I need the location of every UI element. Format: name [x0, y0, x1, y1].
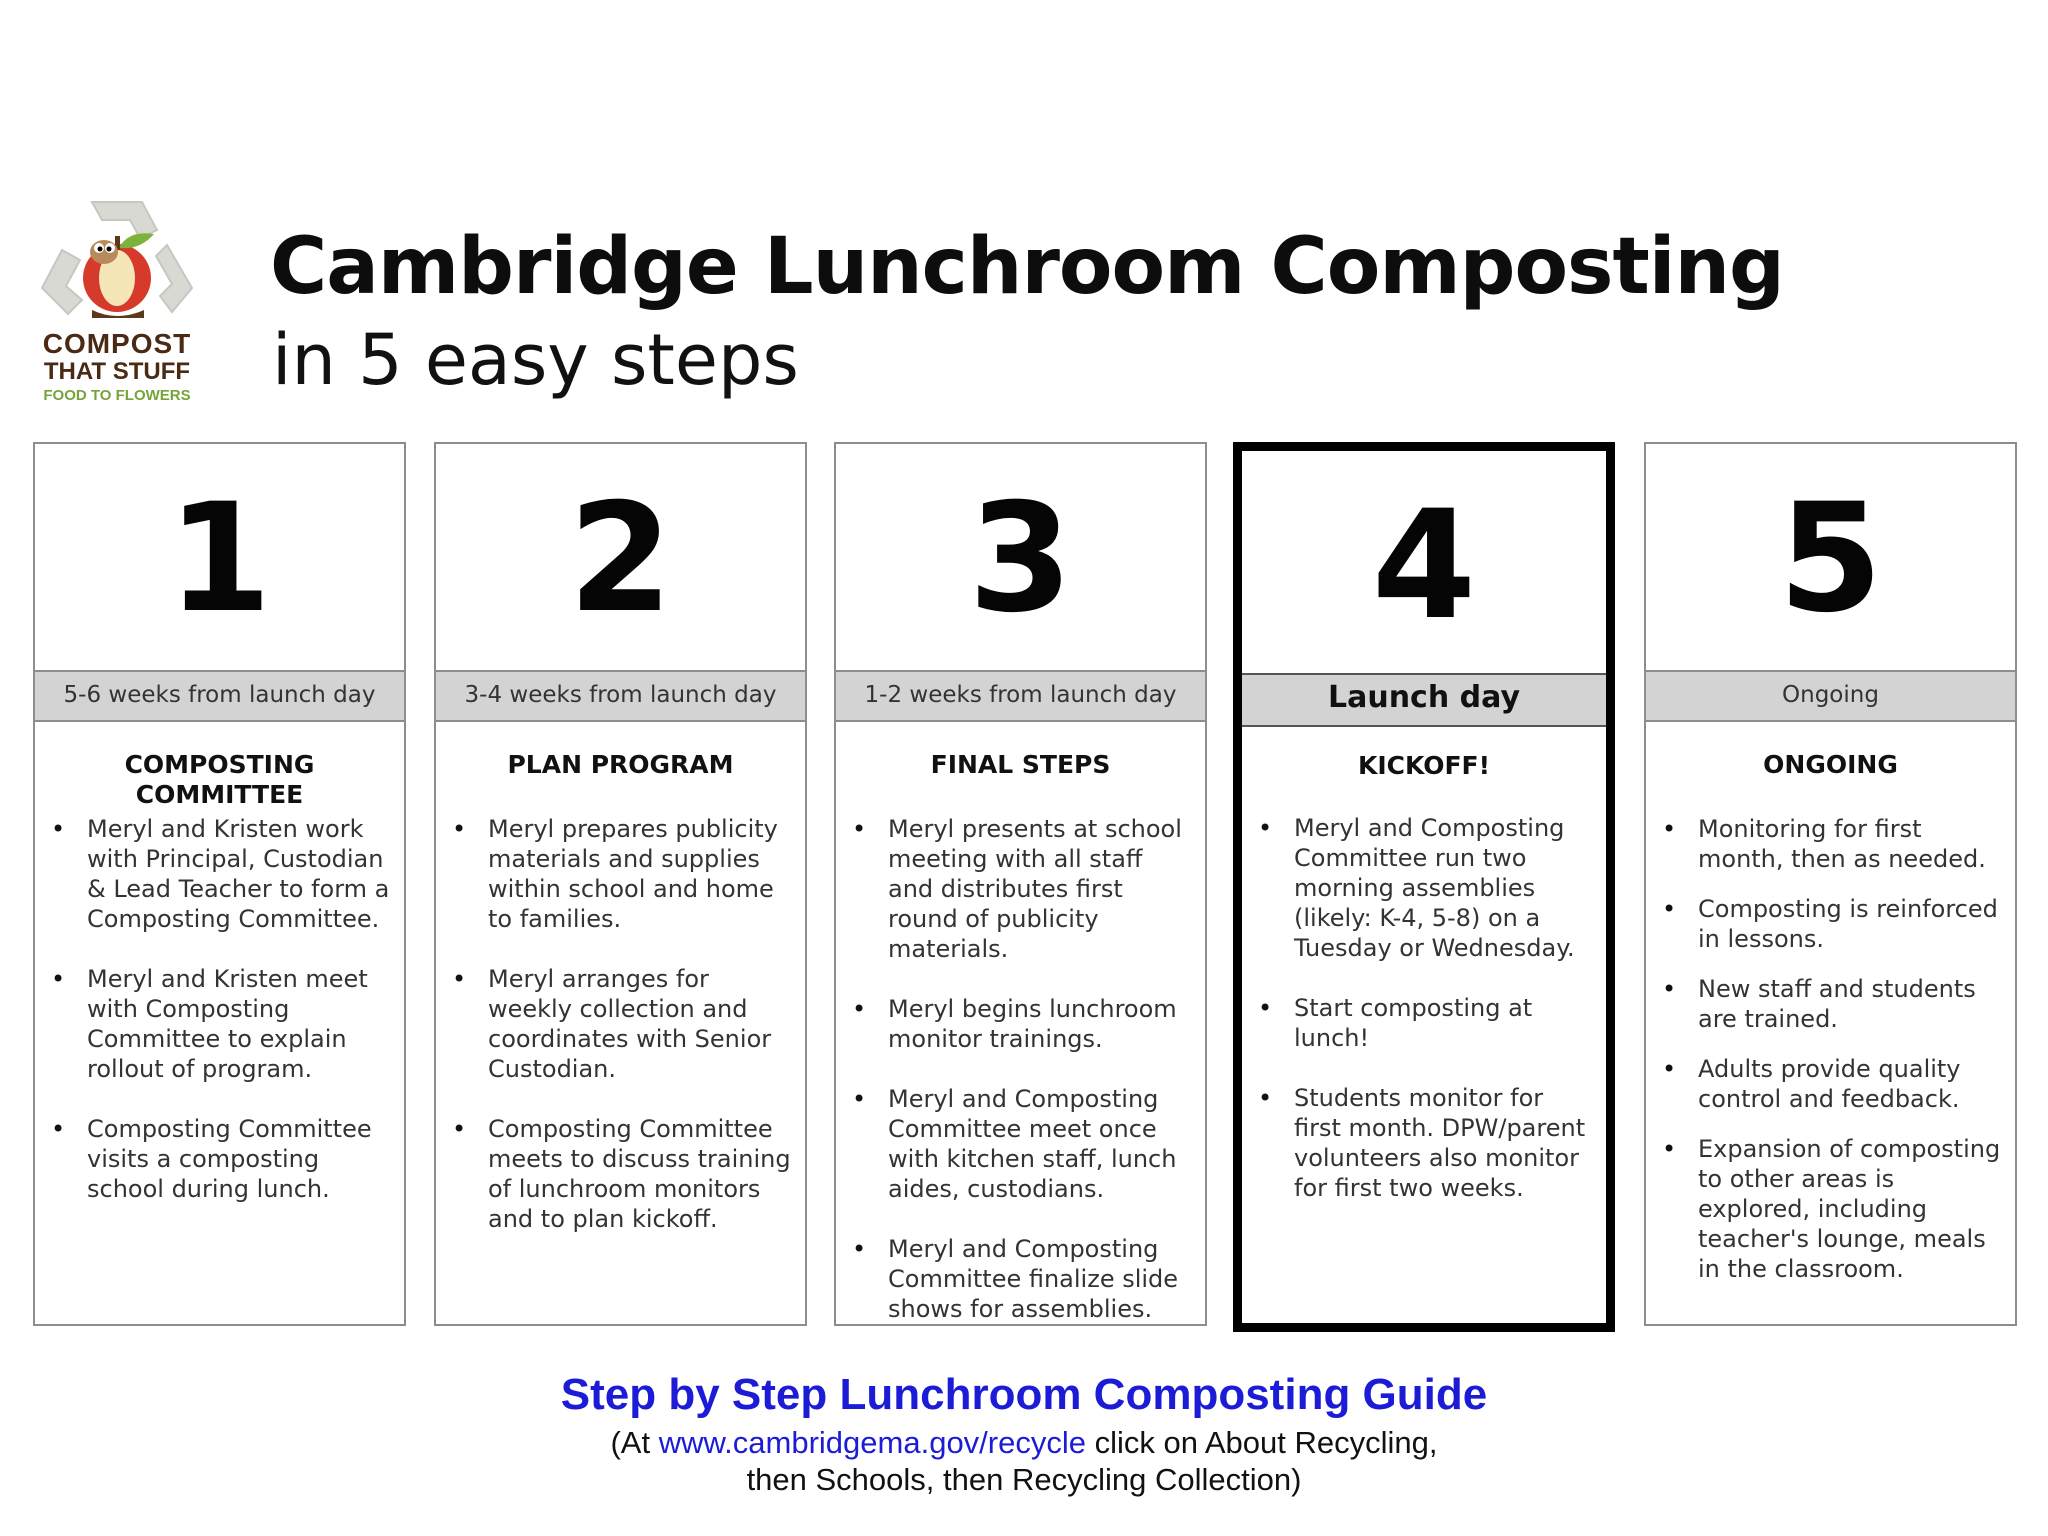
step-item: • Meryl and Kristen work with Principal, Custodian & Lead Teacher to form a Composting Committee.: [49, 814, 394, 934]
step-timeframe: 3-4 weeks from launch day: [436, 670, 805, 722]
step-item: • Meryl arranges for weekly collection and coordinates with Senior Custodian.: [450, 964, 795, 1084]
step-item: • Meryl and Composting Committee run two morning assemblies (likely: K-4, 5-8) on a Tuesday or Wednesday.: [1256, 813, 1596, 963]
step-number: 5: [1778, 472, 1883, 646]
step-item: • Meryl begins lunchroom monitor trainings.: [850, 994, 1195, 1054]
step-item: • Adults provide quality control and feedback.: [1660, 1054, 2005, 1114]
note-line-2: then Schools, then Recycling Collection): [746, 1462, 1302, 1497]
step-number: 3: [968, 472, 1073, 646]
step-item: • Composting Committee meets to discuss training of lunchroom monitors and to plan kickoff.: [450, 1114, 795, 1234]
note-prefix: (At: [610, 1425, 659, 1460]
page-title: Cambridge Lunchroom Composting: [270, 222, 1784, 312]
step-item: • Composting Committee visits a composting school during lunch.: [49, 1114, 394, 1204]
step-item: • Meryl and Kristen meet with Composting Committee to explain rollout of program.: [49, 964, 394, 1084]
step-item: • Students monitor for first month. DPW/parent volunteers also monitor for first two weeks.: [1256, 1083, 1596, 1203]
step-timeframe: Launch day: [1242, 673, 1606, 727]
step-item: • Meryl and Composting Committee finalize slide shows for assemblies.: [850, 1234, 1195, 1324]
step-item: • Meryl presents at school meeting with all staff and distributes first round of publicity materials.: [850, 814, 1195, 964]
step-items: [1256, 813, 1596, 1233]
step-heading: COMPOSTING COMMITTEE: [124, 750, 315, 809]
step-heading: ONGOING: [1763, 750, 1898, 779]
step-heading: FINAL STEPS: [930, 750, 1111, 779]
page-subtitle: in 5 easy steps: [272, 319, 799, 401]
step-items: [850, 814, 1195, 1354]
recycle-website-link[interactable]: www.cambridgema.gov/recycle: [658, 1425, 1086, 1460]
step-number: 4: [1371, 479, 1477, 653]
step-item: • Composting is reinforced in lessons.: [1660, 894, 2005, 954]
step-timeframe: 1-2 weeks from launch day: [836, 670, 1205, 722]
recycling-apple-worm-icon: [32, 190, 202, 330]
step-card-2: [434, 442, 807, 1326]
logo-text-compost: COMPOST: [42, 328, 192, 359]
step-number: 1: [167, 472, 272, 646]
guide-instructions: [0, 1424, 2048, 1498]
step-items: [450, 814, 795, 1264]
logo-text-that-stuff: THAT STUFF: [43, 358, 191, 385]
step-items: [49, 814, 394, 1234]
step-card-1: [33, 442, 406, 1326]
step-card-4: [1233, 442, 1615, 1332]
step-item: • Expansion of composting to other areas is explored, including teacher's lounge, meals in the classroom.: [1660, 1134, 2005, 1284]
step-heading: KICKOFF!: [1357, 751, 1491, 780]
note-suffix: click on About Recycling,: [1085, 1425, 1438, 1460]
step-number: 2: [568, 472, 673, 646]
step-item: • Monitoring for first month, then as needed.: [1660, 814, 2005, 874]
step-heading: PLAN PROGRAM: [507, 750, 734, 779]
step-card-3: [834, 442, 1207, 1326]
step-item: • Meryl and Composting Committee meet once with kitchen staff, lunch aides, custodians.: [850, 1084, 1195, 1204]
compost-that-stuff-logo: [32, 190, 212, 420]
step-timeframe: 5-6 weeks from launch day: [35, 670, 404, 722]
logo-tagline: FOOD TO FLOWERS: [43, 387, 191, 404]
step-card-5: [1644, 442, 2017, 1326]
guide-title: Step by Step Lunchroom Composting Guide: [560, 1370, 1488, 1419]
step-item: • Start composting at lunch!: [1256, 993, 1596, 1053]
step-items: [1660, 814, 2005, 1304]
step-item: • New staff and students are trained.: [1660, 974, 2005, 1034]
step-item: • Meryl prepares publicity materials and supplies within school and home to families.: [450, 814, 795, 934]
step-timeframe: Ongoing: [1646, 670, 2015, 722]
